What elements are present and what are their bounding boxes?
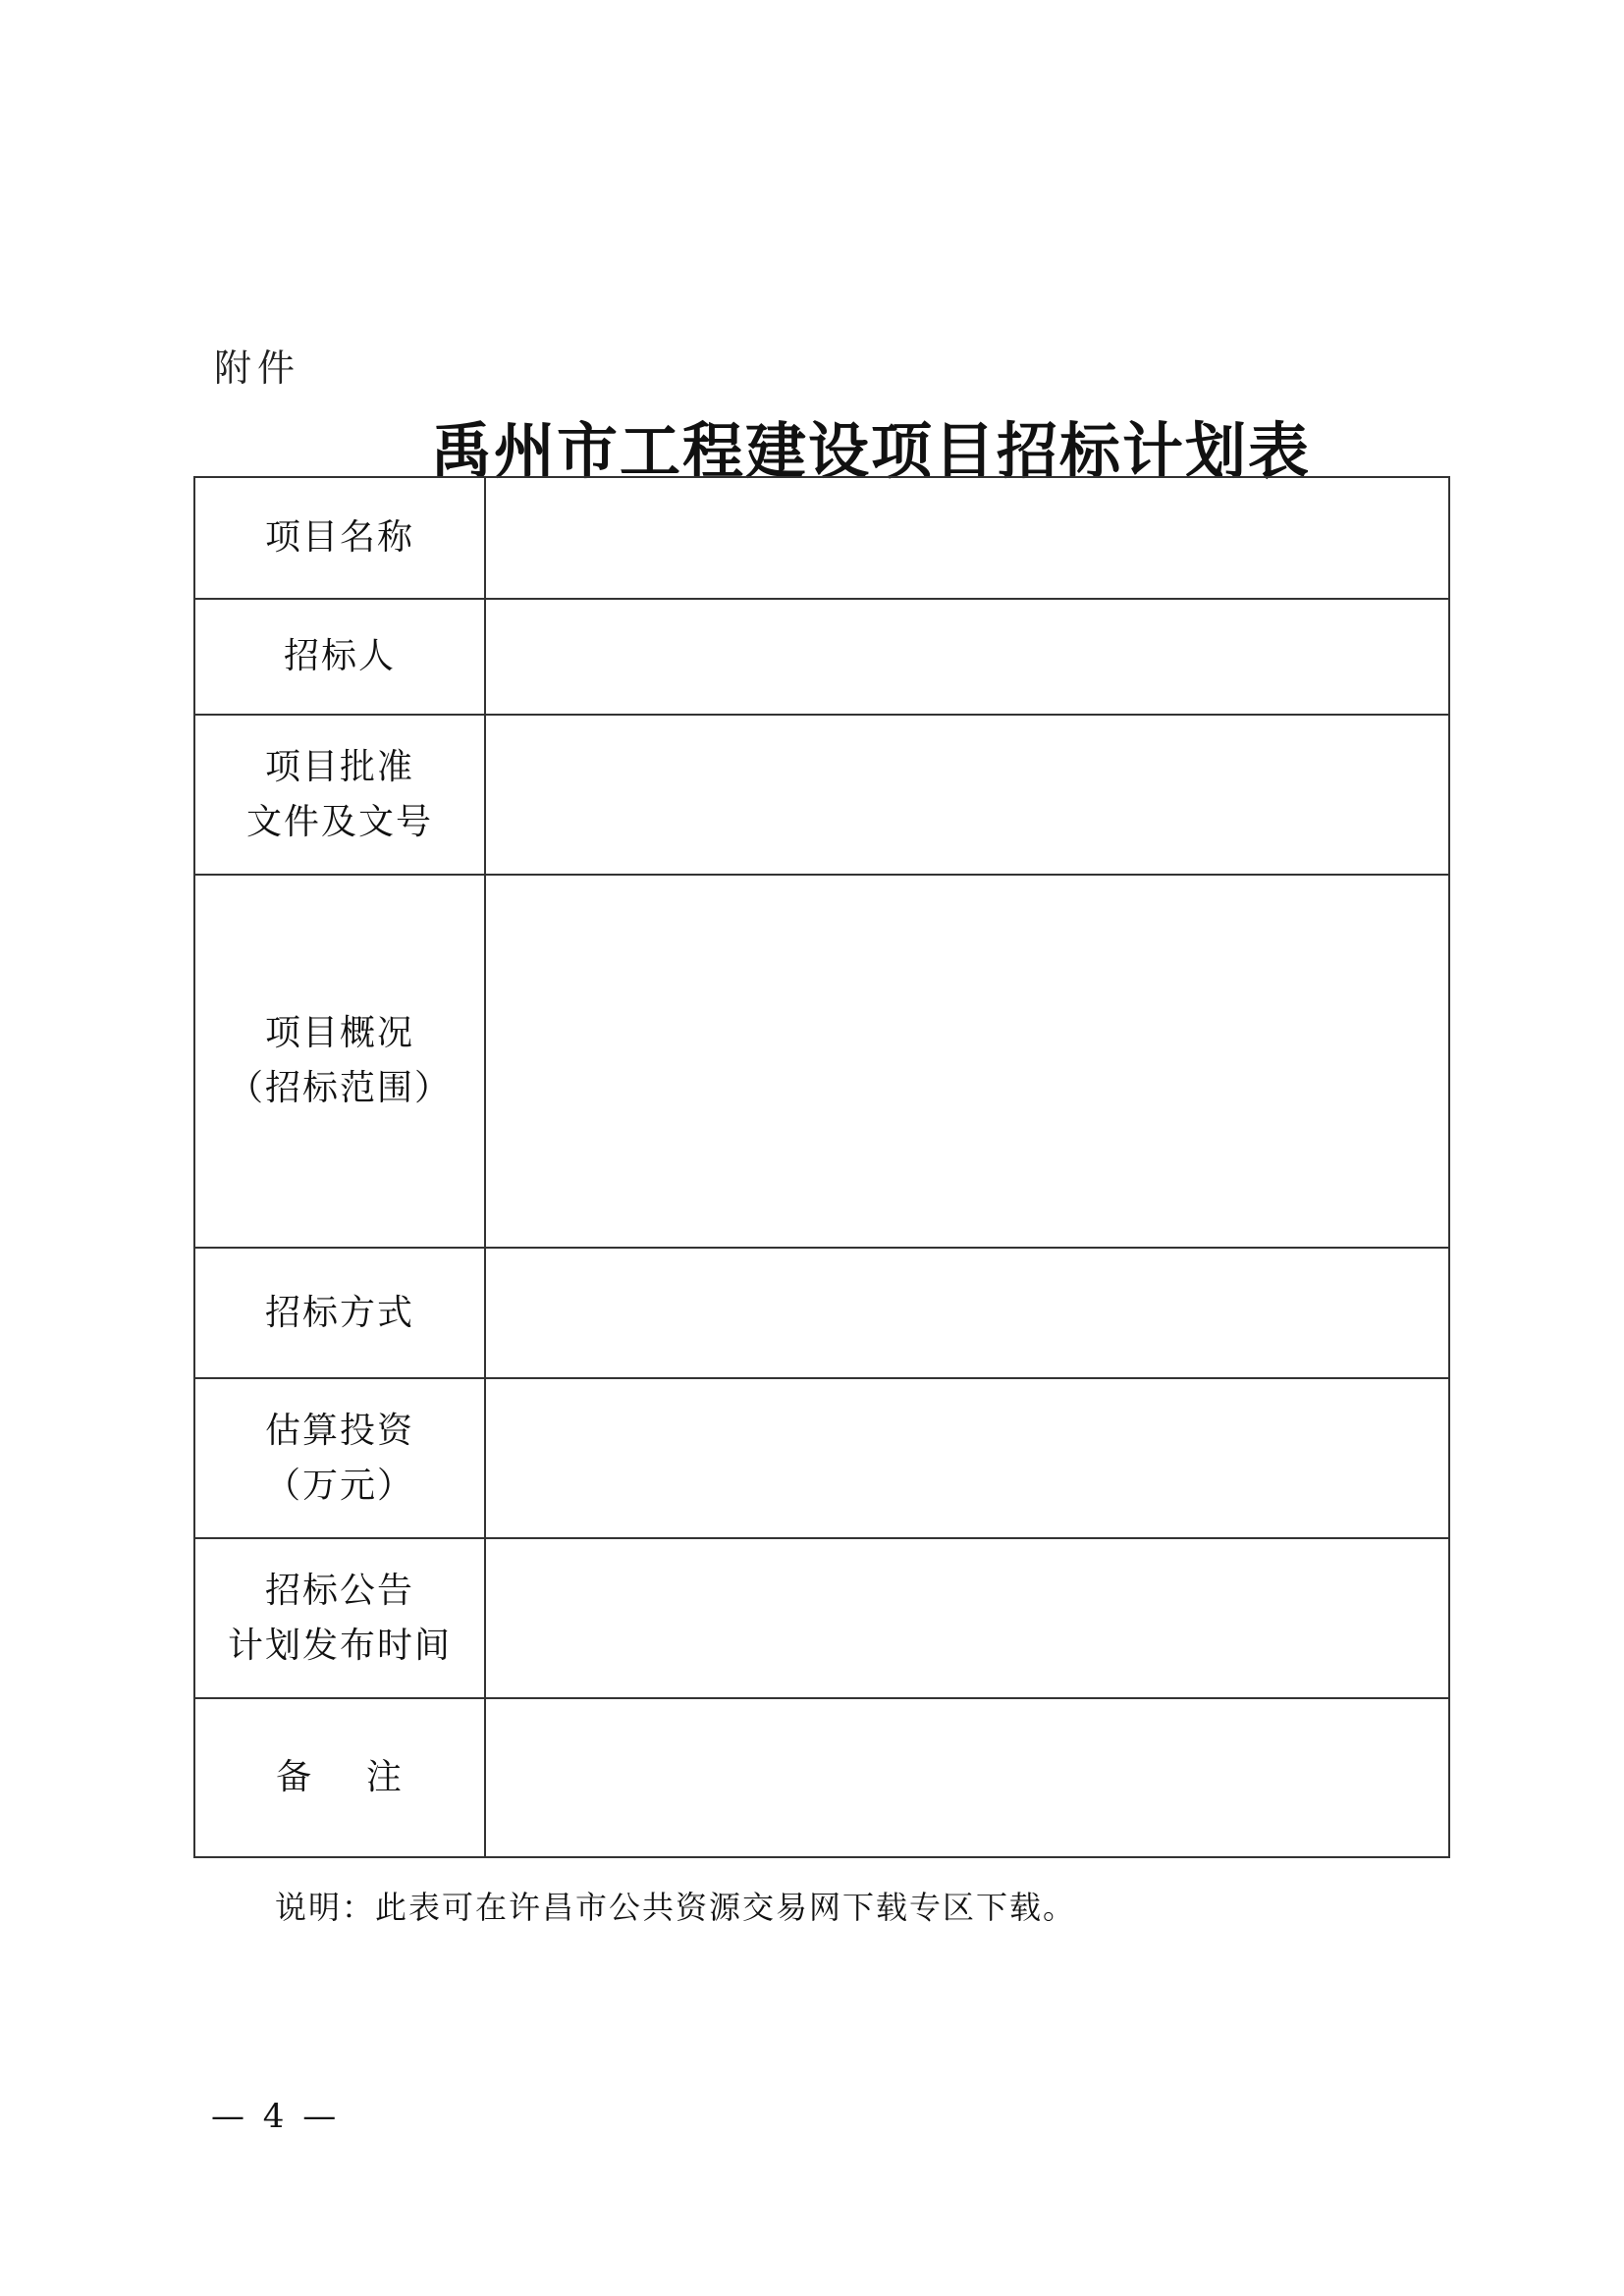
- row-label-text: 估算投资: [264, 1410, 414, 1451]
- estimated-investment-field[interactable]: [485, 1378, 1449, 1538]
- page-number: — 4 —: [211, 2097, 341, 2136]
- row-label: [194, 1378, 485, 1538]
- row-label: [194, 1248, 485, 1378]
- table-row-tenderer: [194, 599, 1449, 715]
- approval-document-field[interactable]: [485, 715, 1449, 875]
- row-label-text: 项目名称: [264, 517, 414, 558]
- table-note: 说明：此表可在许昌市公共资源交易网下载专区下载。: [275, 1889, 1077, 1926]
- table-row-remarks: [194, 1698, 1449, 1857]
- row-label-text: 项目概况: [264, 1013, 414, 1053]
- row-label: [194, 1698, 485, 1857]
- row-label-text: 招标公告: [264, 1570, 414, 1611]
- table-row-project-name: [194, 477, 1449, 599]
- row-label-text: 招标方式: [264, 1292, 414, 1333]
- row-label-text: 文件及文号: [245, 801, 433, 842]
- row-label-text: （万元）: [264, 1465, 414, 1506]
- row-label-text: 备 注: [276, 1757, 404, 1797]
- document-title: 禹州市工程建设项目招标计划表: [430, 415, 1311, 487]
- project-name-field[interactable]: [485, 477, 1449, 599]
- table-row-announcement-time: [194, 1538, 1449, 1698]
- row-label: [194, 875, 485, 1248]
- row-label-text: （招标范围）: [227, 1068, 452, 1108]
- attachment-label: 附件: [214, 347, 301, 390]
- bidding-method-field[interactable]: [485, 1248, 1449, 1378]
- row-label-text: 计划发布时间: [227, 1625, 452, 1666]
- table-row-estimated-investment: [194, 1378, 1449, 1538]
- row-label: [194, 599, 485, 715]
- row-label-text: 项目批准: [264, 746, 414, 787]
- row-label: [194, 1538, 485, 1698]
- table-row-project-overview: [194, 875, 1449, 1248]
- row-label-text: 招标人: [283, 636, 396, 676]
- bidding-plan-table: [193, 476, 1450, 1858]
- table-row-approval-document: [194, 715, 1449, 875]
- announcement-time-field[interactable]: [485, 1538, 1449, 1698]
- table-row-bidding-method: [194, 1248, 1449, 1378]
- tenderer-field[interactable]: [485, 599, 1449, 715]
- project-overview-field[interactable]: [485, 875, 1449, 1248]
- remarks-field[interactable]: [485, 1698, 1449, 1857]
- row-label: [194, 715, 485, 875]
- row-label: [194, 477, 485, 599]
